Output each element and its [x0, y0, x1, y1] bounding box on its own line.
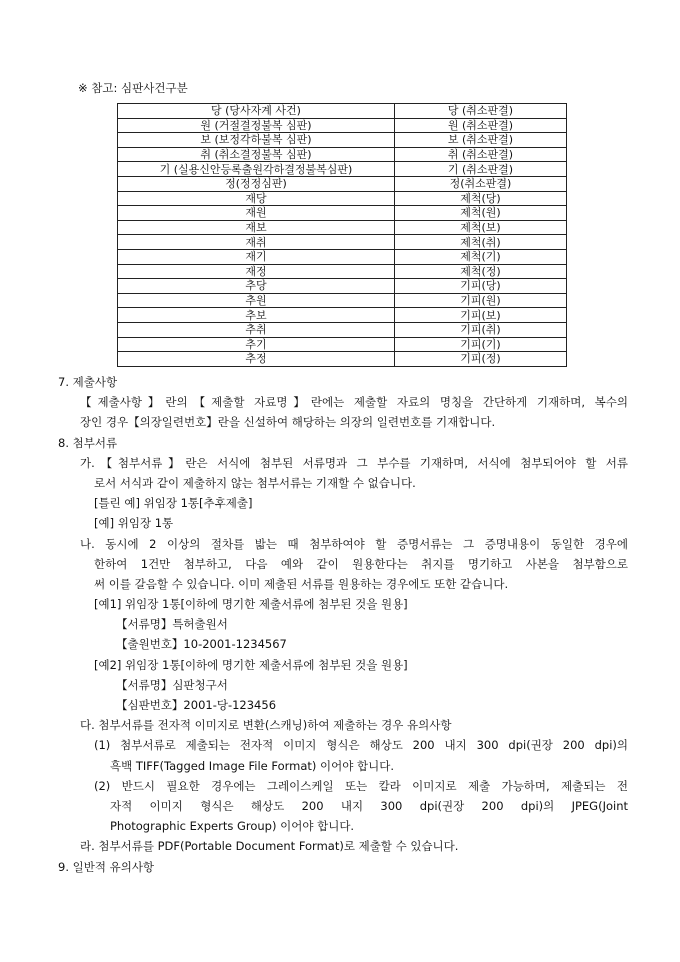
section-heading: 7. 제출사항 [58, 375, 118, 389]
table-row [118, 133, 567, 148]
case-type-cell: 추정 [118, 352, 395, 367]
table-row [118, 279, 567, 294]
judgment-type-cell: 취 (취소판결) [395, 147, 567, 162]
case-type-cell: 추취 [118, 322, 395, 337]
judgment-type-cell: 제척(취) [395, 235, 567, 250]
case-type-cell: 재원 [118, 206, 395, 221]
paragraph-line: [틀린 예] 위임장 1통[추후제출] [94, 496, 253, 511]
paragraph-line: 【심판번호】2001-당-123456 [116, 698, 277, 712]
case-type-cell: 추기 [118, 337, 395, 352]
paragraph-line: 로서 서식과 같이 제출하지 않는 첨부서류는 기재할 수 없습니다. [94, 475, 416, 490]
paragraph-line: 라. 첨부서류를 PDF(Portable Document Format)로 제출할 수 있습니다. [80, 839, 459, 854]
paragraph-line: 【제출사항】란의【제출할 자료명】란에는 제출할 자료의 명칭을 간단하게 기재하며, 복수의 [80, 395, 628, 410]
paragraph-line: [예1] 위임장 1통[이하에 명기한 제출서류에 첨부된 것을 원용] [94, 597, 408, 612]
judgment-type-cell: 제척(보) [395, 220, 567, 235]
table-row [118, 235, 567, 250]
judgment-type-cell: 기피(취) [395, 322, 567, 337]
table-row [118, 118, 567, 133]
paragraph-line: 나. 동시에 2 이상의 절차를 밟는 때 첨부하여야 할 증명서류는 그 증명내용이 동일한 경우에 [80, 536, 628, 551]
judgment-type-cell: 정(취소판결) [395, 176, 567, 191]
paragraph-line: (2) 반드시 필요한 경우에는 그레이스케일 또는 칼라 이미지로 제출 가능하며, 제출되는 전 [94, 778, 628, 793]
case-type-cell: 재보 [118, 220, 395, 235]
case-type-cell: 당 (당사자계 사건) [118, 104, 395, 119]
judgment-type-cell: 기피(정) [395, 352, 567, 367]
table-row [118, 147, 567, 162]
paragraph-line: [예] 위임장 1통 [94, 516, 174, 531]
paragraph-line: 【서류명】특허출원서 [116, 617, 228, 632]
paragraph-line: 써 이를 갈음할 수 있습니다. 이미 제출된 서류를 원용하는 경우에도 또한 같습니다. [94, 576, 509, 591]
table-row [118, 264, 567, 279]
case-type-table [117, 103, 567, 367]
judgment-type-cell: 기피(당) [395, 279, 567, 294]
table-row [118, 220, 567, 235]
case-type-cell: 기 (실용신안등록출원각하결정불복심판) [118, 162, 395, 177]
case-type-cell: 재정 [118, 264, 395, 279]
case-type-cell: 재취 [118, 235, 395, 250]
judgment-type-cell: 기피(보) [395, 308, 567, 323]
table-row [118, 308, 567, 323]
case-type-cell: 취 (취소결정불복 심판) [118, 147, 395, 162]
table-row [118, 293, 567, 308]
case-type-cell: 보 (보정각하불복 심판) [118, 133, 395, 148]
judgment-type-cell: 기피(기) [395, 337, 567, 352]
table-row [118, 322, 567, 337]
table-row [118, 162, 567, 177]
case-type-cell: 추보 [118, 308, 395, 323]
paragraph-line: [예2] 위임장 1통[이하에 명기한 제출서류에 첨부된 것을 원용] [94, 657, 408, 672]
case-type-cell: 추원 [118, 293, 395, 308]
judgment-type-cell: 보 (취소판결) [395, 133, 567, 148]
table-row [118, 206, 567, 221]
table-row [118, 337, 567, 352]
case-type-cell: 재기 [118, 249, 395, 264]
judgment-type-cell: 제척(정) [395, 264, 567, 279]
paragraph-line: 【서류명】심판청구서 [116, 677, 228, 692]
case-type-cell: 원 (거절결정불복 심판) [118, 118, 395, 133]
paragraph-line: (1) 첨부서류로 제출되는 전자적 이미지 형식은 해상도 200 내지 300 dpi(권장 200 dpi)의 [94, 738, 628, 753]
paragraph-line: 한하여 1건만 첨부하고, 다음 예와 같이 원용한다는 취지를 명기하고 사본을 첨부함으로 [94, 556, 628, 571]
section-heading: 9. 일반적 유의사항 [58, 859, 155, 874]
judgment-type-cell: 기피(원) [395, 293, 567, 308]
judgment-type-cell: 기 (취소판결) [395, 162, 567, 177]
section-heading: 8. 첨부서류 [58, 435, 118, 450]
document-body [58, 372, 628, 877]
paragraph-line: 장인 경우【의장일련번호】란을 신설하여 해당하는 의장의 일련번호를 기재합니다. [80, 415, 496, 430]
paragraph-line: 다. 첨부서류를 전자적 이미지로 변환(스캐닝)하여 제출하는 경우 유의사항 [80, 718, 452, 733]
table-row [118, 176, 567, 191]
judgment-type-cell: 당 (취소판결) [395, 104, 567, 119]
paragraph-line: 자적 이미지 형식은 해상도 200 내지 300 dpi(권장 200 dpi)의 JPEG(Joint [110, 798, 628, 813]
judgment-type-cell: 제척(원) [395, 206, 567, 221]
reference-heading: ※ 참고: 심판사건구분 [78, 81, 188, 95]
judgment-type-cell: 제척(기) [395, 249, 567, 264]
paragraph-line: Photographic Experts Group) 이어야 합니다. [110, 819, 355, 834]
case-type-cell: 정(정정심판) [118, 176, 395, 191]
case-type-cell: 재당 [118, 191, 395, 206]
table-row [118, 352, 567, 367]
table-row [118, 104, 567, 119]
judgment-type-cell: 원 (취소판결) [395, 118, 567, 133]
table-row [118, 191, 567, 206]
case-type-cell: 추당 [118, 279, 395, 294]
judgment-type-cell: 제척(당) [395, 191, 567, 206]
paragraph-line: 흑백 TIFF(Tagged Image File Format) 이어야 합니다. [110, 758, 395, 773]
paragraph-line: 【출원번호】10-2001-1234567 [116, 637, 287, 652]
table-row [118, 249, 567, 264]
paragraph-line: 가.【첨부서류】란은 서식에 첨부된 서류명과 그 부수를 기재하며, 서식에 첨부되어야 할 서류 [80, 455, 628, 470]
